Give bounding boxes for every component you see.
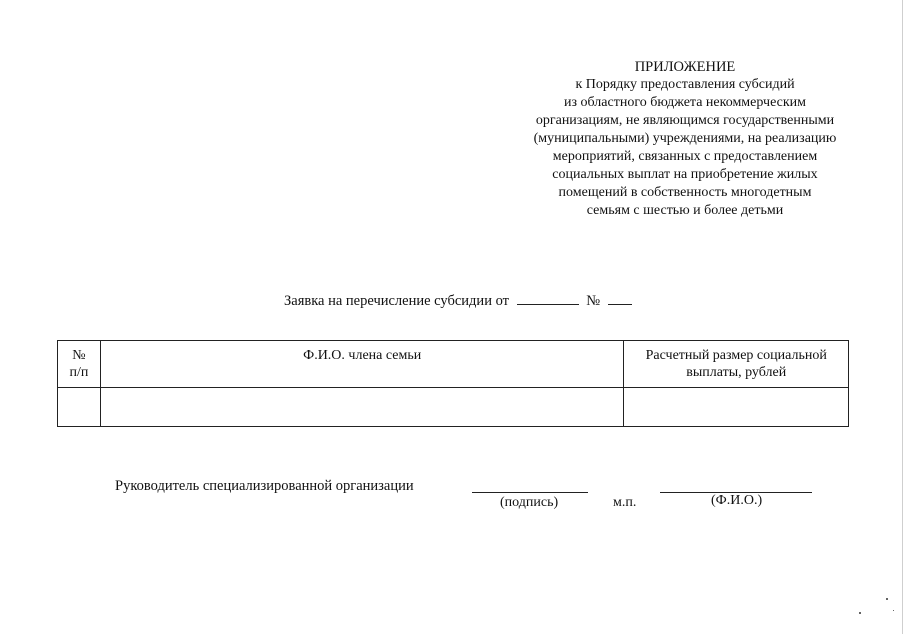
scan-speck bbox=[886, 598, 888, 600]
request-title bbox=[284, 290, 632, 310]
scan-edge bbox=[902, 0, 903, 634]
header-family-member-name: Ф.И.О. члена семьи bbox=[100, 341, 624, 388]
family-members-table bbox=[57, 340, 849, 427]
appendix-line: к Порядку предоставления субсидий bbox=[575, 77, 795, 92]
header-payment-line1: Расчетный размер социальной bbox=[645, 348, 827, 363]
cell-payment-amount[interactable] bbox=[624, 388, 849, 427]
stamp-caption: м.п. bbox=[613, 495, 637, 510]
appendix-block bbox=[500, 58, 870, 220]
table-row bbox=[58, 388, 849, 427]
appendix-line: из областного бюджета некоммерческим bbox=[564, 95, 806, 110]
signature-caption: (подпись) bbox=[500, 495, 559, 510]
request-number-sign: № bbox=[586, 293, 601, 309]
request-number-blank[interactable] bbox=[608, 290, 632, 305]
appendix-line: мероприятий, связанных с предоставлением bbox=[552, 149, 818, 164]
appendix-line: помещений в собственность многодетным bbox=[558, 185, 812, 200]
signature-role: Руководитель специализированной организации bbox=[115, 478, 414, 494]
cell-number[interactable] bbox=[58, 388, 101, 427]
appendix-line: социальных выплат на приобретение жилых bbox=[552, 167, 818, 182]
header-number bbox=[58, 341, 101, 388]
scan-speck bbox=[859, 612, 861, 614]
header-number-line2: п/п bbox=[69, 365, 89, 380]
appendix-line: (муниципальными) учреждениями, на реализацию bbox=[533, 131, 837, 146]
header-number-line1: № bbox=[72, 348, 86, 363]
scan-speck bbox=[893, 610, 894, 611]
name-caption: (Ф.И.О.) bbox=[711, 493, 763, 508]
appendix-line: организациям, не являющимся государственными bbox=[535, 113, 835, 128]
appendix-line: семьям с шестью и более детьми bbox=[586, 203, 784, 218]
table-header-row bbox=[58, 341, 849, 388]
header-payment-amount bbox=[624, 341, 849, 388]
appendix-heading: ПРИЛОЖЕНИЕ bbox=[634, 59, 736, 75]
request-prefix: Заявка на перечисление субсидии от bbox=[284, 293, 509, 309]
request-date-blank[interactable] bbox=[517, 290, 579, 305]
header-payment-line2: выплаты, рублей bbox=[686, 365, 787, 380]
signature-line[interactable] bbox=[472, 492, 588, 493]
cell-family-member-name[interactable] bbox=[100, 388, 624, 427]
